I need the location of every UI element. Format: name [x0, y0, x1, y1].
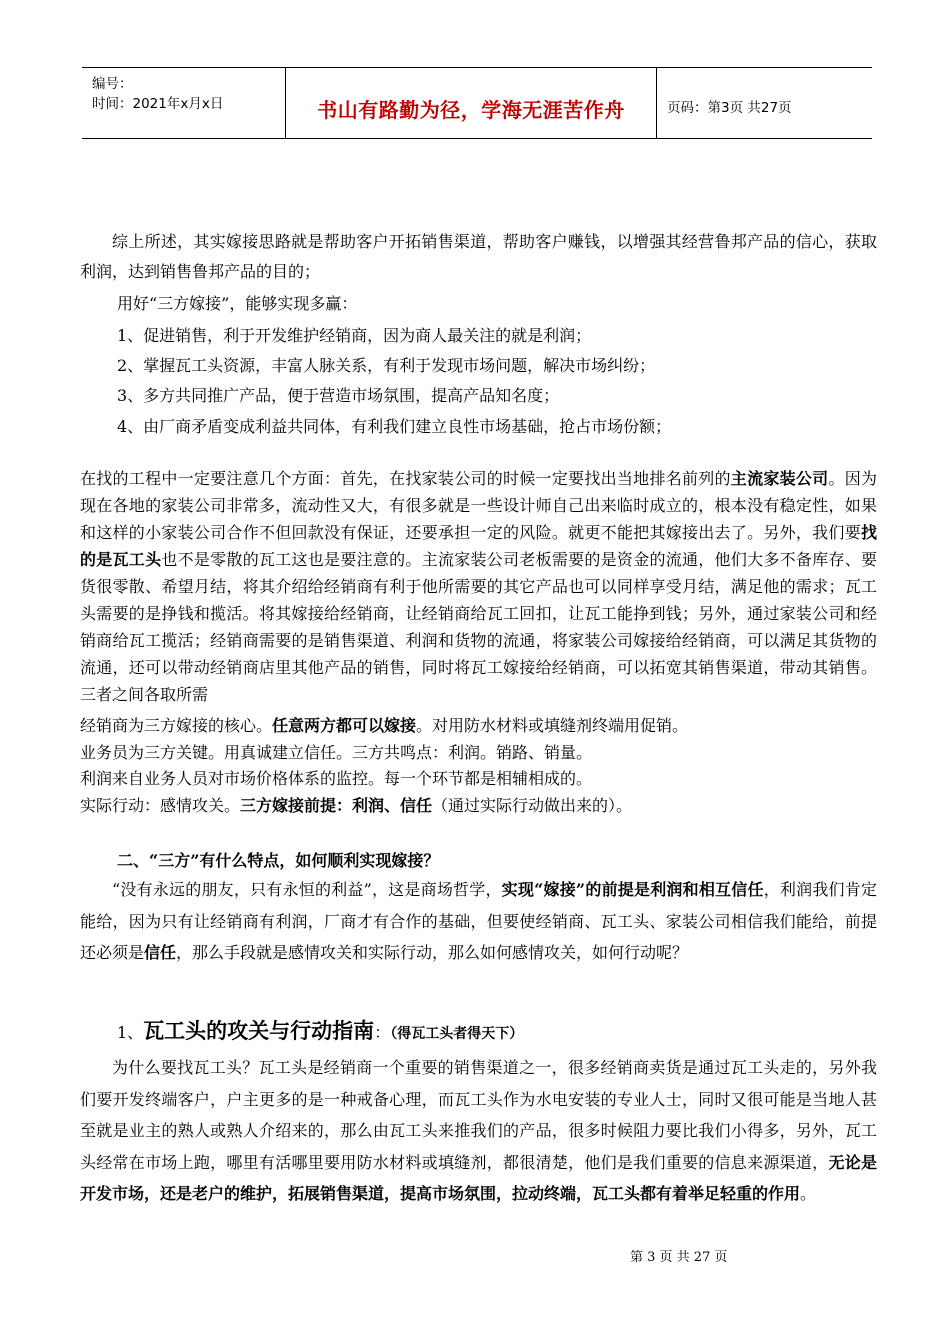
action-line: 实际行动：感情攻关。三方嫁接前提：利润、信任（通过实际行动做出来的）。 — [80, 796, 633, 815]
header-motto-cell — [285, 68, 657, 138]
principle-paragraph: “没有永远的朋友，只有永恒的利益”，这是商场哲学，实现“嫁接”的前提是利润和相互信任，利润我们肯定能给，因为只有让经销商有利润，厂商才有合作的基础，但要使经销商、瓦工头、家装公司相信我们能给，前提还必须是信任，那么手段就是感情攻关和实际行动，那么如何感情攻关，如何行动呢？ — [80, 880, 877, 962]
engineering-paragraph: 在找的工程中一定要注意几个方面：首先，在找家装公司的时候一定要找出当地排名前列的主流家装公司。因为现在各地的家装公司非常多，流动性又大，有很多就是一些设计师自己出来临时成立的，根本没有稳定性，如果和这样的小家装公司合作不但回款没有保证，还要承担一定的风险。就更不能把其嫁接出去了。另外，我们要找的是瓦工头也不是零散的瓦工这也是要注意的。主流家装公司老板需要的是资金的流通，他们大多不备库存、要货很零散、希望月结，将其介绍给经销商有利于他所需要的其它产品也可以同样享受月结，满足他的需求；瓦工头需要的是挣钱和揽活。将其嫁接给经销商，让经销商给瓦工回扣，让瓦工能挣到钱；另外，通过家装公司和经销商给瓦工揽活；经销商需要的是销售渠道、利润和货物的流通，将家装公司嫁接给经销商，可以满足其货物的流通，还可以带动经销商店里其他产品的销售，同时将瓦工嫁接给经销商，可以拓宽其销售渠道，带动其销售。三者之间各取所需 — [80, 469, 877, 704]
win-intro-line: 用好“三方嫁接”，能够实现多赢： — [117, 294, 358, 313]
core-line: 经销商为三方嫁接的核心。任意两方都可以嫁接。对用防水材料或填缝剂终端用促销。 — [80, 716, 689, 735]
list-item: 3、多方共同推广产品，便于营造市场氛围，提高产品知名度； — [117, 386, 560, 405]
page-footer: 第 3 页 共 27 页 — [630, 1250, 728, 1265]
bold-phrase: 主流家装公司 — [730, 469, 829, 488]
profit-line: 利润来自业务人员对市场价格体系的监控。每一个环节都是相辅相成的。 — [80, 769, 593, 788]
header-page-number: 页码：第3页 共27页 — [667, 100, 792, 116]
summary-paragraph: 综上所述，其实嫁接思路就是帮助客户开拓销售渠道，帮助客户赚钱，以增强其经营鲁邦产品的信心，获取利润，达到销售鲁邦产品的目的； — [80, 232, 877, 281]
page-header — [82, 67, 872, 139]
subsection-heading: 1、瓦工头的攻关与行动指南：（得瓦工头者得天下） — [117, 1018, 524, 1043]
staff-line: 业务员为三方关键。用真诚建立信任。三方共鸣点：利润。销路、销量。 — [80, 743, 593, 762]
doc-number-label: 编号： — [92, 76, 133, 92]
list-item: 2、掌握瓦工头资源，丰富人脉关系，有利于发现市场问题，解决市场纠纷； — [117, 356, 656, 375]
header-page-cell — [657, 68, 872, 138]
header-meta-cell — [82, 68, 285, 138]
bold-phrase: 找的是瓦工头 — [80, 523, 877, 569]
section-heading: 二、“三方”有什么特点，如何顺利实现嫁接？ — [117, 851, 440, 870]
list-item: 1、促进销售，利于开发维护经销商，因为商人最关注的就是利润； — [117, 326, 592, 345]
header-motto: 书山有路勤为径，学海无涯苦作舟 — [317, 98, 625, 122]
doc-time-label: 时间：2021年x月x日 — [92, 96, 224, 112]
list-item: 4、由厂商矛盾变成利益共同体，有利我们建立良性市场基础，抢占市场份额； — [117, 417, 672, 436]
why-paragraph: 为什么要找瓦工头？瓦工头是经销商一个重要的销售渠道之一，很多经销商卖货是通过瓦工头走的，另外我们要开发终端客户，户主更多的是一种戒备心理，而瓦工头作为水电安装的专业人士，同时又很可能是当地人甚至就是业主的熟人或熟人介绍来的，那么由瓦工头来推我们的产品，很多时候阻力要比我们小得多，另外，瓦工头经常在市场上跑，哪里有活哪里要用防水材料或填缝剂，都很清楚，他们是我们重要的信息来源渠道，无论是开发市场，还是老户的维护，拓展销售渠道，提高市场氛围，拉动终端，瓦工头都有着举足轻重的作用。 — [80, 1058, 877, 1203]
